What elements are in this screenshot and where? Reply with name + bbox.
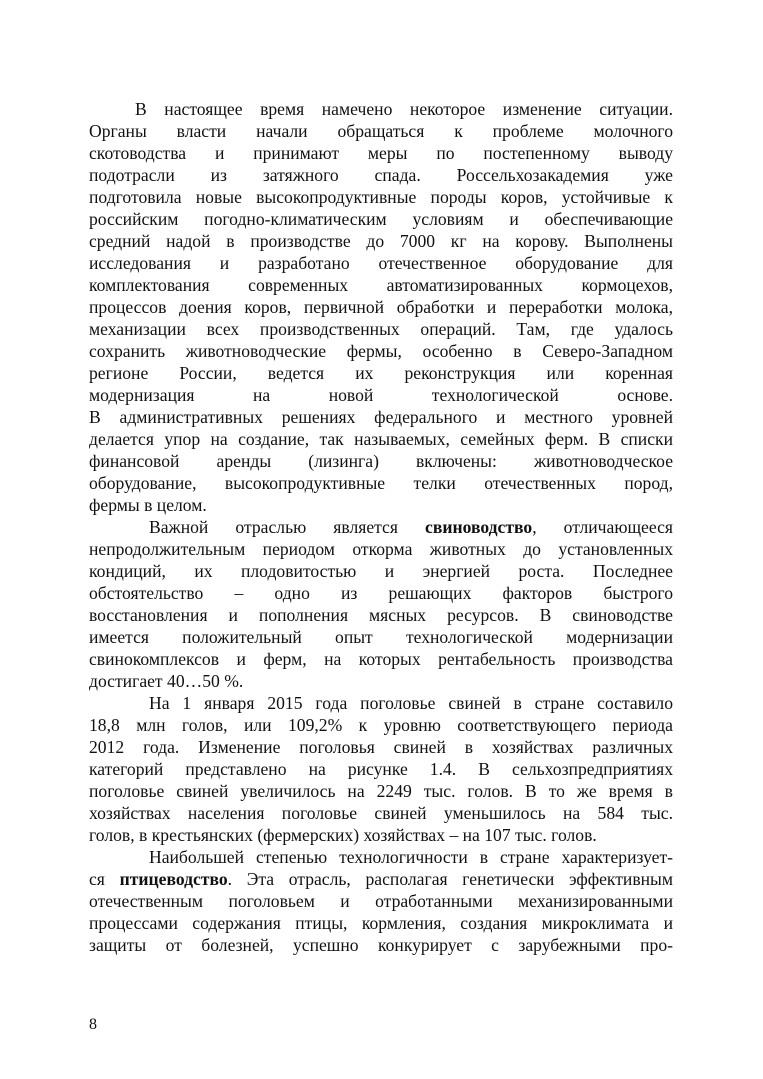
text-line: подготовила новые высокопродуктивные породы коров, устойчивые к: [89, 187, 673, 207]
text-line: В настоящее время намечено некоторое изменение ситуации.: [135, 99, 673, 119]
text-line: модернизация на новой технологической основе.: [89, 385, 673, 405]
text-line: российским погодно-климатическим условиям и обеспечивающие: [89, 209, 673, 229]
text-line: голов, в крестьянских (фермерских) хозяйствах – на 107 тыс. голов.: [89, 825, 597, 845]
page-number: 8: [89, 1016, 97, 1033]
text-line: защиты от болезней, успешно конкурирует с зарубежными про-: [89, 935, 673, 955]
text-line: сохранить животноводческие фермы, особенно в Северо-Западном: [89, 341, 673, 361]
document-page: [89, 98, 673, 956]
text-line: хозяйствах населения поголовье свиней уменьшилось на 584 тыс.: [89, 803, 673, 823]
paragraph-pig-farming: [89, 516, 673, 692]
text-span: Важной отраслью является: [149, 517, 426, 537]
text-line: средний надой в производстве до 7000 кг на корову. Выполнены: [89, 231, 673, 251]
text-line: подотрасли из затяжного спада. Россельхозакадемия уже: [89, 165, 673, 185]
text-line: исследования и разработано отечественное оборудование для: [89, 253, 673, 273]
text-line: процессами содержания птицы, кормления, создания микроклимата и: [89, 913, 673, 933]
paragraph-pig-stats: [89, 692, 673, 846]
bold-term: свиноводство: [425, 517, 533, 537]
text-line: обстоятельство – одно из решающих факторов быстрого: [89, 583, 673, 603]
text-line: восстановления и пополнения мясных ресурсов. В свиноводстве: [89, 605, 673, 625]
text-line: В административных решениях федерального и местного уровней: [89, 407, 673, 427]
text-line: 2012 года. Изменение поголовья свиней в хозяйствах различных: [89, 737, 673, 757]
text-line: поголовье свиней увеличилось на 2249 тыс. голов. В то же время в: [89, 781, 673, 801]
text-line: 18,8 млн голов, или 109,2% к уровню соответствующего периода: [89, 715, 673, 735]
text-span: ся: [89, 869, 120, 889]
text-line: кондиций, их плодовитостью и энергией роста. Последнее: [89, 561, 673, 581]
text-line: финансовой аренды (лизинга) включены: животноводческое: [89, 451, 673, 471]
text-line: свинокомплексов и ферм, на которых рентабельность производства: [89, 649, 673, 669]
text-line: категорий представлено на рисунке 1.4. В сельхозпредприятиях: [89, 759, 673, 779]
paragraph-poultry: [89, 846, 673, 956]
text-line: Наибольшей степенью технологичности в стране характеризует-: [149, 847, 673, 867]
text-line: фермы в целом.: [89, 495, 207, 515]
text-line: механизации всех производственных операций. Там, где удалось: [89, 319, 673, 339]
paragraph-dairy: [89, 98, 673, 516]
text-span: , отличающееся: [532, 517, 673, 537]
text-line: непродолжительным периодом откорма животных до установленных: [89, 539, 673, 559]
text-span: . Эта отрасль, располагая генетически эффективным: [227, 869, 673, 889]
text-line: [89, 516, 673, 538]
text-line: делается упор на создание, так называемых, семейных ферм. В списки: [89, 429, 673, 449]
bold-term: птицеводство: [119, 869, 228, 889]
text-line: Органы власти начали обращаться к проблеме молочного: [89, 121, 673, 141]
text-line: отечественным поголовьем и отработанными механизированными: [89, 891, 673, 911]
text-line: имеется положительный опыт технологической модернизации: [89, 627, 673, 647]
text-line: оборудование, высокопродуктивные телки отечественных пород,: [89, 473, 673, 493]
text-line: достигает 40…50 %.: [89, 671, 244, 691]
text-line: скотоводства и принимают меры по постепенному выводу: [89, 143, 673, 163]
text-line: процессов доения коров, первичной обработки и переработки молока,: [89, 297, 673, 317]
text-line: регионе России, ведется их реконструкция или коренная: [89, 363, 673, 383]
text-line: комплектования современных автоматизированных кормоцехов,: [89, 275, 673, 295]
text-line: [89, 868, 673, 890]
text-line: На 1 января 2015 года поголовье свиней в стране составило: [149, 693, 673, 713]
